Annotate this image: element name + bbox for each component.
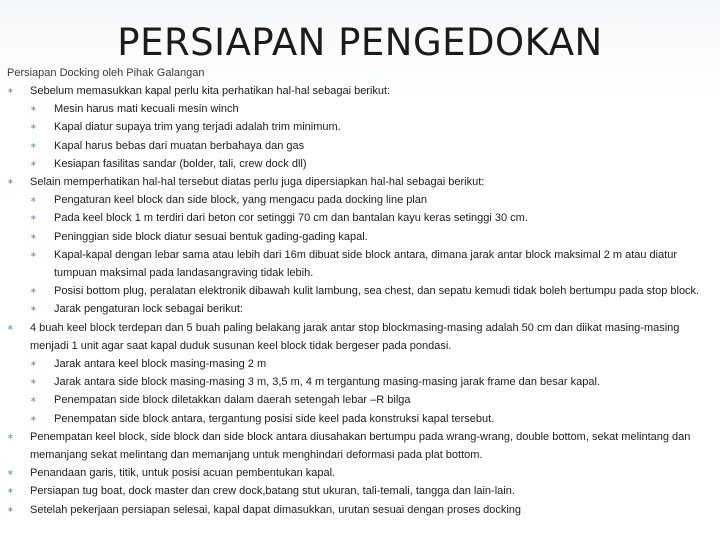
- bullet-icon: ∗: [30, 377, 37, 387]
- slide-title: PERSIAPAN PENGEDOKAN: [117, 21, 603, 64]
- list-item-text: Kapal harus bebas dari muatan berbahaya dan gas: [54, 139, 305, 152]
- bullet-icon: ∗: [7, 322, 14, 332]
- bullet-icon: ∗: [30, 104, 37, 114]
- list-item-text: Pengaturan keel block dan side block, yang mengacu pada docking line plan: [54, 194, 428, 207]
- sub-list-item: [7, 410, 712, 428]
- bullet-icon: ∗: [30, 359, 37, 369]
- list-item-text: Kapal-kapal dengan lebar sama atau lebih dari 16m dibuat side block antara, dimana jarak antar block maksimal 2 m atau diatur tumpuan maksimal pada landasangraving tidak lebih.: [54, 248, 678, 280]
- bullet-icon: ∗: [30, 249, 37, 259]
- sub-list-item: [7, 155, 712, 173]
- list-item-text: Posisi bottom plug, peralatan elektronik dibawah kulit lambung, sea chest, dan sepatu kemudi tidak boleh bertumpu pada stop block.: [54, 285, 700, 298]
- list-item-text: Peninggian side block diatur sesuai bentuk gading-gading kapal.: [54, 230, 368, 243]
- sub-list-item: [7, 118, 712, 136]
- sub-list-item: [7, 355, 712, 373]
- list-item-text: Persiapan tug boat, dock master dan crew dock,batang stut ukuran, tali-temali, tangga dan lain-lain.: [30, 485, 515, 498]
- list-item: [7, 482, 712, 500]
- bullet-icon: ∗: [7, 177, 14, 187]
- list-item: [7, 501, 712, 519]
- sub-list-item: [7, 300, 712, 318]
- sub-list-item: [7, 209, 712, 227]
- bullet-list: [7, 82, 712, 519]
- list-item: [7, 319, 712, 355]
- bullet-icon: ∗: [7, 86, 14, 95]
- bullet-icon: ∗: [30, 413, 37, 423]
- list-item-text: Jarak pengaturan lock sebagai berikut:: [54, 303, 243, 316]
- sub-list-item: [7, 137, 712, 155]
- list-item-text: 4 buah keel block terdepan dan 5 buah paling belakang jarak antar stop blockmasing-masing adalah 50 cm dan diikat masing-masing menjadi 1 unit agar saat kapal duduk susunan keel block tidak bergeser pada pondasi.: [30, 321, 680, 352]
- bullet-icon: ∗: [30, 395, 37, 405]
- bullet-icon: ∗: [7, 504, 14, 514]
- list-item-text: Sebelum memasukkan kapal perlu kita perhatikan hal-hal sebagai berikut:: [30, 85, 391, 97]
- list-item: [7, 173, 712, 191]
- bullet-icon: ∗: [30, 140, 37, 150]
- bullet-icon: ∗: [30, 304, 37, 314]
- list-item-text: Penempatan side block antara, tergantung posisi side keel pada konstruksi kapal tersebut.: [54, 412, 495, 425]
- bullet-icon: ∗: [30, 213, 37, 223]
- bullet-icon: ∗: [7, 486, 14, 496]
- list-item: [7, 464, 712, 482]
- sub-list-item: [7, 100, 712, 118]
- bullet-icon: ∗: [30, 195, 37, 205]
- list-item-text: Selain memperhatikan hal-hal tersebut diatas perlu juga dipersiapkan hal-hal sebagai berikut:: [30, 176, 485, 189]
- list-item-text: Penempatan keel block, side block dan side block antara diusahakan bertumpu pada wrang-wrang, double bottom, sekat melintang dan memanjang sekat melintang dan memanjang untuk menghindari deformasi pada plat bottom.: [30, 430, 691, 462]
- bullet-icon: ∗: [30, 286, 37, 296]
- list-item-text: Penandaan garis, titik, untuk posisi acuan pembentukan kapal.: [30, 467, 336, 480]
- list-item-text: Kapal diatur supaya trim yang terjadi adalah trim minimum.: [54, 121, 341, 134]
- sub-list-item: [7, 191, 712, 209]
- list-item-text: Jarak antara keel block masing-masing 2 m: [54, 358, 267, 371]
- bullet-icon: ∗: [30, 158, 37, 168]
- bullet-icon: ∗: [7, 468, 14, 478]
- list-item-text: Pada keel block 1 m terdiri dari beton cor setinggi 70 cm dan bantalan kayu keras setinggi 30 cm.: [54, 212, 528, 225]
- list-item: [7, 82, 712, 100]
- slide-subtitle: Persiapan Docking oleh Pihak Galangan: [7, 67, 205, 79]
- sub-list-item: [7, 228, 712, 246]
- bullet-icon: ∗: [30, 122, 37, 132]
- sub-list-item: [7, 391, 712, 409]
- list-item-text: Penempatan side block diletakkan dalam daerah setengah lebar –R bilga: [54, 394, 411, 407]
- bullet-icon: ∗: [7, 431, 14, 441]
- sub-list-item: [7, 282, 712, 300]
- list-item: [7, 428, 712, 464]
- list-item-text: Jarak antara side block masing-masing 3 m, 3,5 m, 4 m tergantung masing-masing jarak frame dan besar kapal.: [54, 376, 600, 389]
- list-item-text: Setelah pekerjaan persiapan selesai, kapal dapat dimasukkan, urutan sesuai dengan proses docking: [30, 503, 522, 516]
- sub-list-item: [7, 373, 712, 391]
- bullet-icon: ∗: [30, 231, 37, 241]
- sub-list-item: [7, 246, 712, 282]
- list-item-text: Mesin harus mati kecuali mesin winch: [54, 103, 239, 116]
- list-item-text: Kesiapan fasilitas sandar (bolder, tali, crew dock dll): [54, 157, 307, 170]
